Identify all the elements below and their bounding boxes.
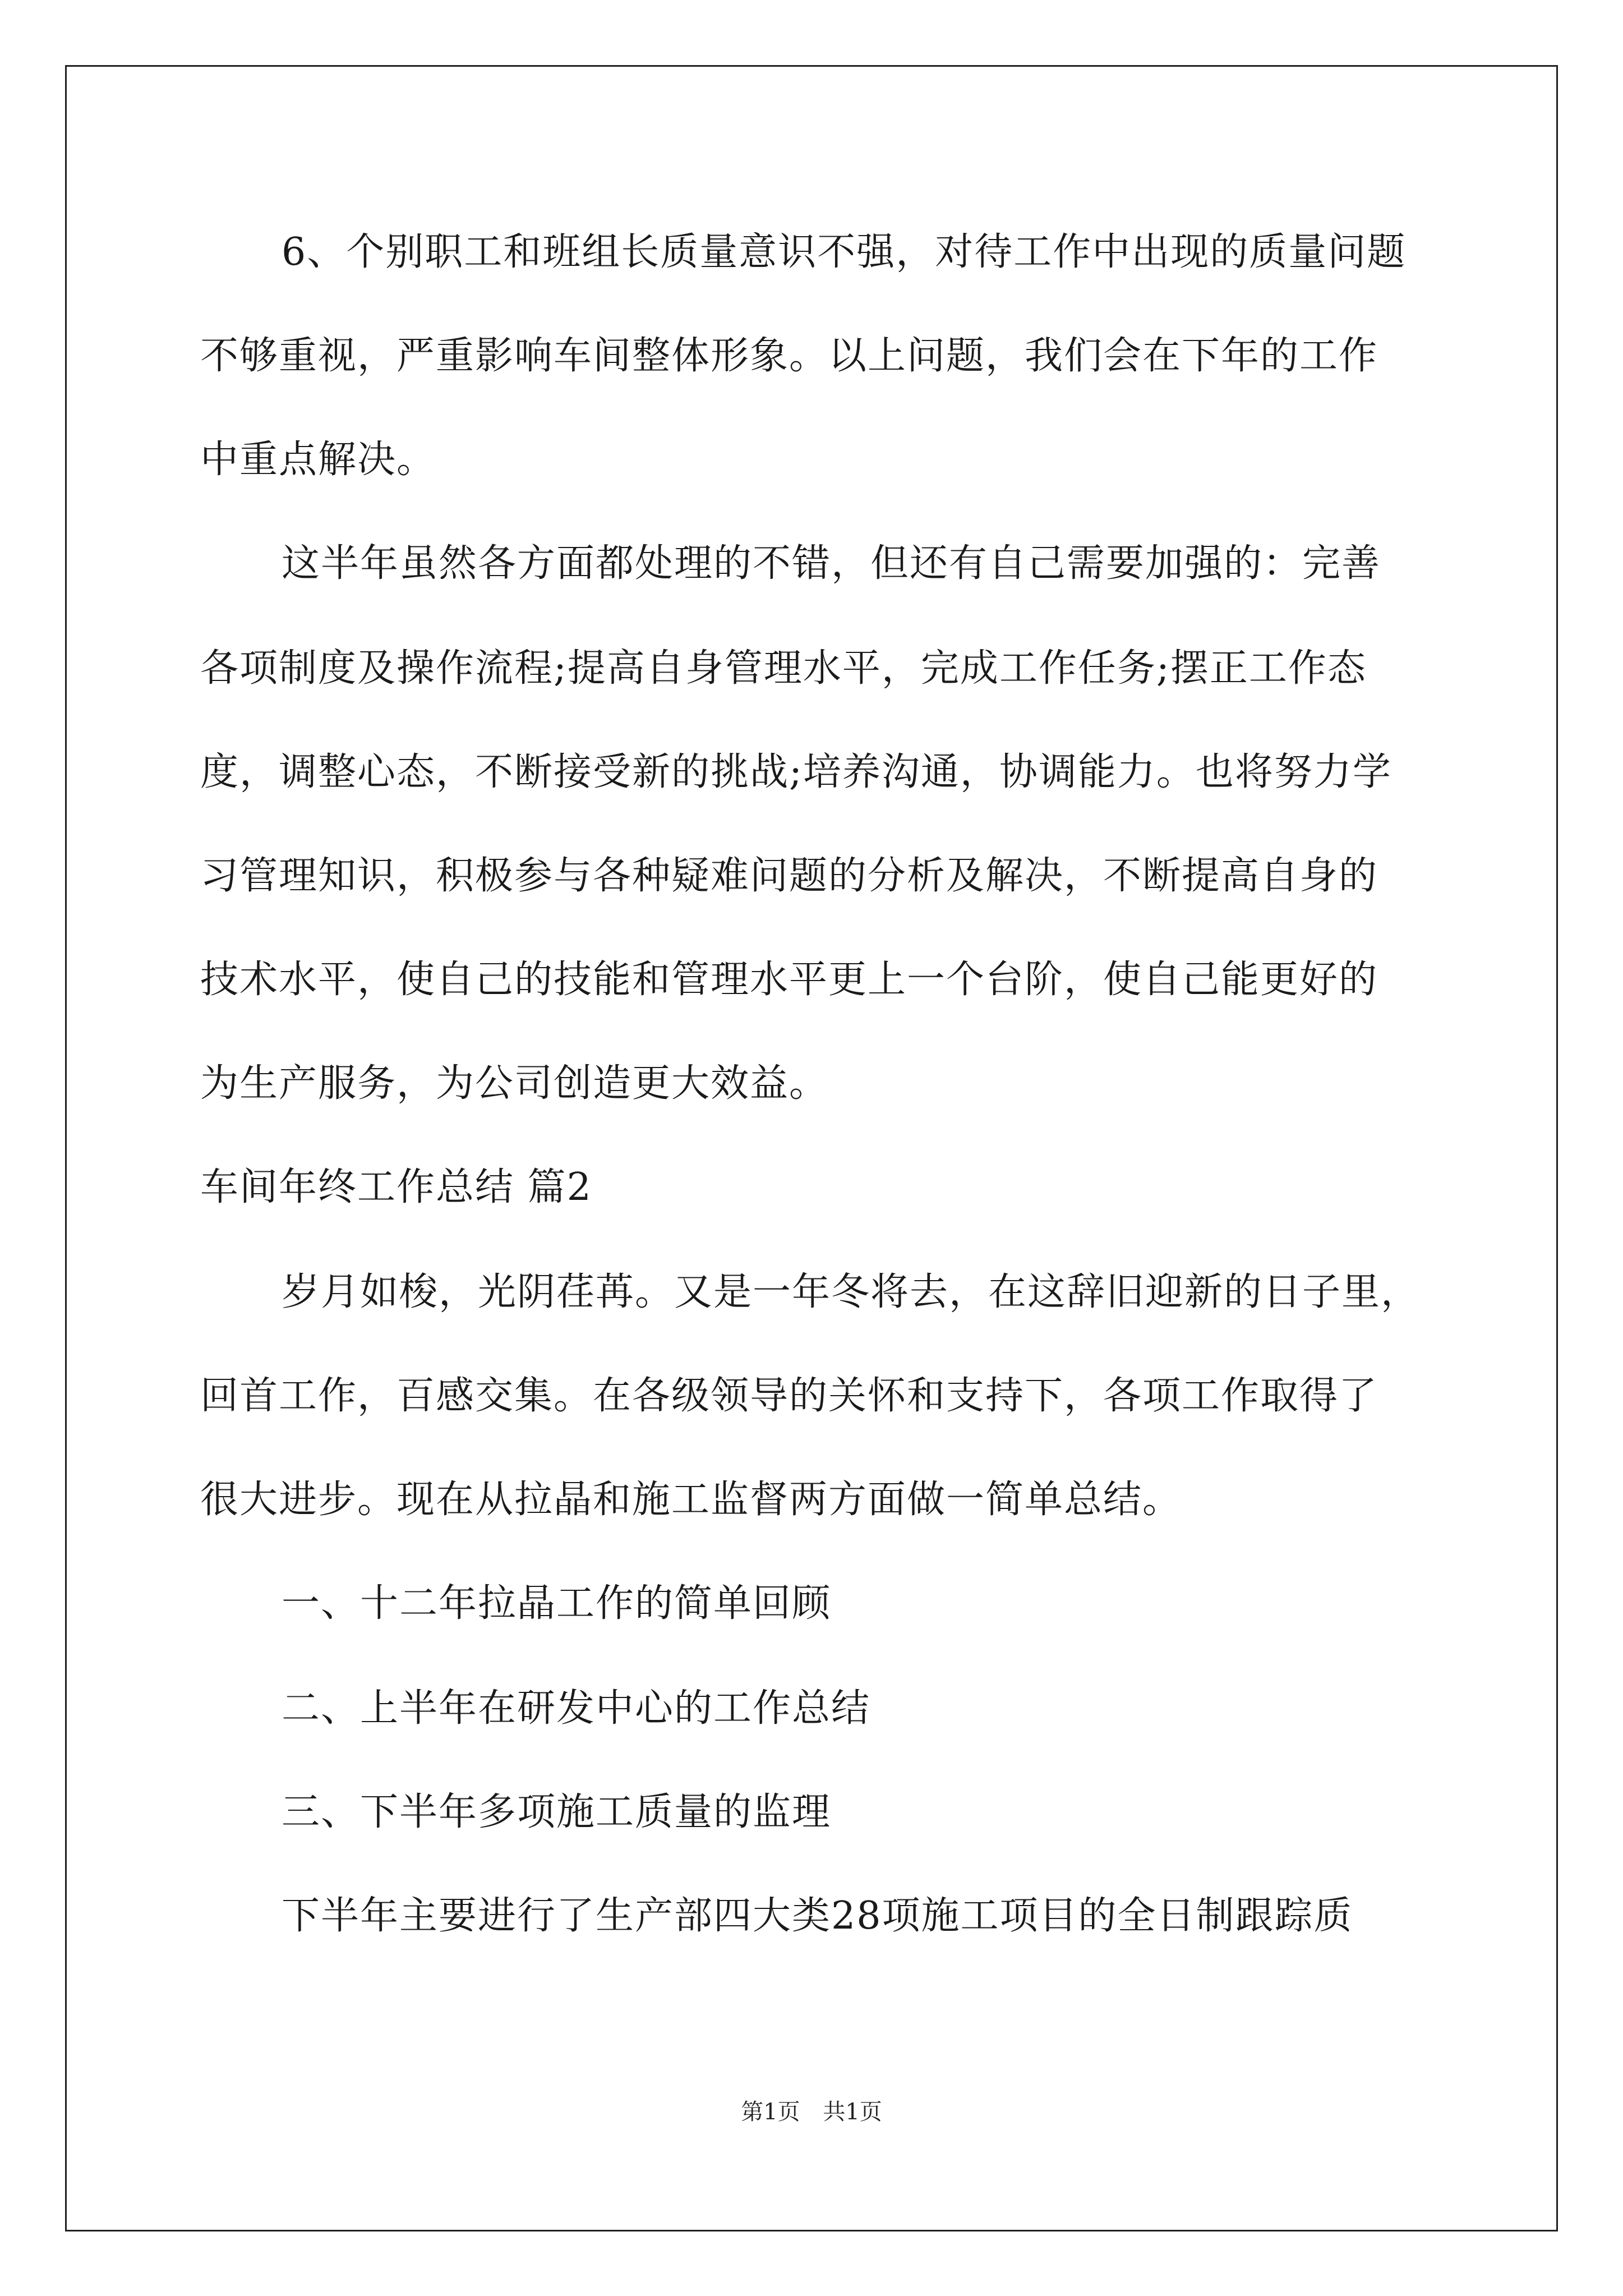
page-total: 共1页 [823,2099,882,2125]
text-line: 度，调整心态，不断接受新的挑战;培养沟通，协调能力。也将努力学 [200,750,1392,794]
list-item: 三、下半年多项施工质量的监理 [282,1790,832,1834]
text-line: 回首工作，百感交集。在各级领导的关怀和支持下，各项工作取得了 [200,1374,1378,1418]
text-line: 为生产服务，为公司创造更大效益。 [200,1061,829,1106]
text-line: 6、个别职工和班组长质量意识不强，对待工作中出现的质量问题 [282,230,1407,274]
text-line: 中重点解决。 [200,438,436,482]
page-number: 第1页 [741,2099,800,2125]
text-line: 这半年虽然各方面都处理的不错，但还有自己需要加强的：完善 [282,541,1381,586]
page-footer [0,2095,1623,2129]
text-line: 很大进步。现在从拉晶和施工监督两方面做一简单总结。 [200,1478,1182,1522]
list-item: 一、十二年拉晶工作的简单回顾 [282,1581,832,1626]
text-line: 技术水平，使自己的技能和管理水平更上一个台阶，使自己能更好的 [200,958,1378,1002]
text-line: 岁月如梭，光阴荏苒。又是一年冬将去，在这辞旧迎新的日子里， [282,1270,1421,1314]
text-line: 下半年主要进行了生产部四大类28项施工项目的全日制跟踪质 [282,1894,1353,1938]
list-item: 二、上半年在研发中心的工作总结 [282,1686,871,1731]
text-line: 不够重视，严重影响车间整体形象。以上问题，我们会在下年的工作 [200,334,1378,378]
text-line: 习管理知识，积极参与各种疑难问题的分析及解决，不断提高自身的 [200,854,1378,898]
text-line: 各项制度及操作流程;提高自身管理水平，完成工作任务;摆正工作态 [200,646,1367,691]
section-heading: 车间年终工作总结 篇2 [200,1165,592,1209]
